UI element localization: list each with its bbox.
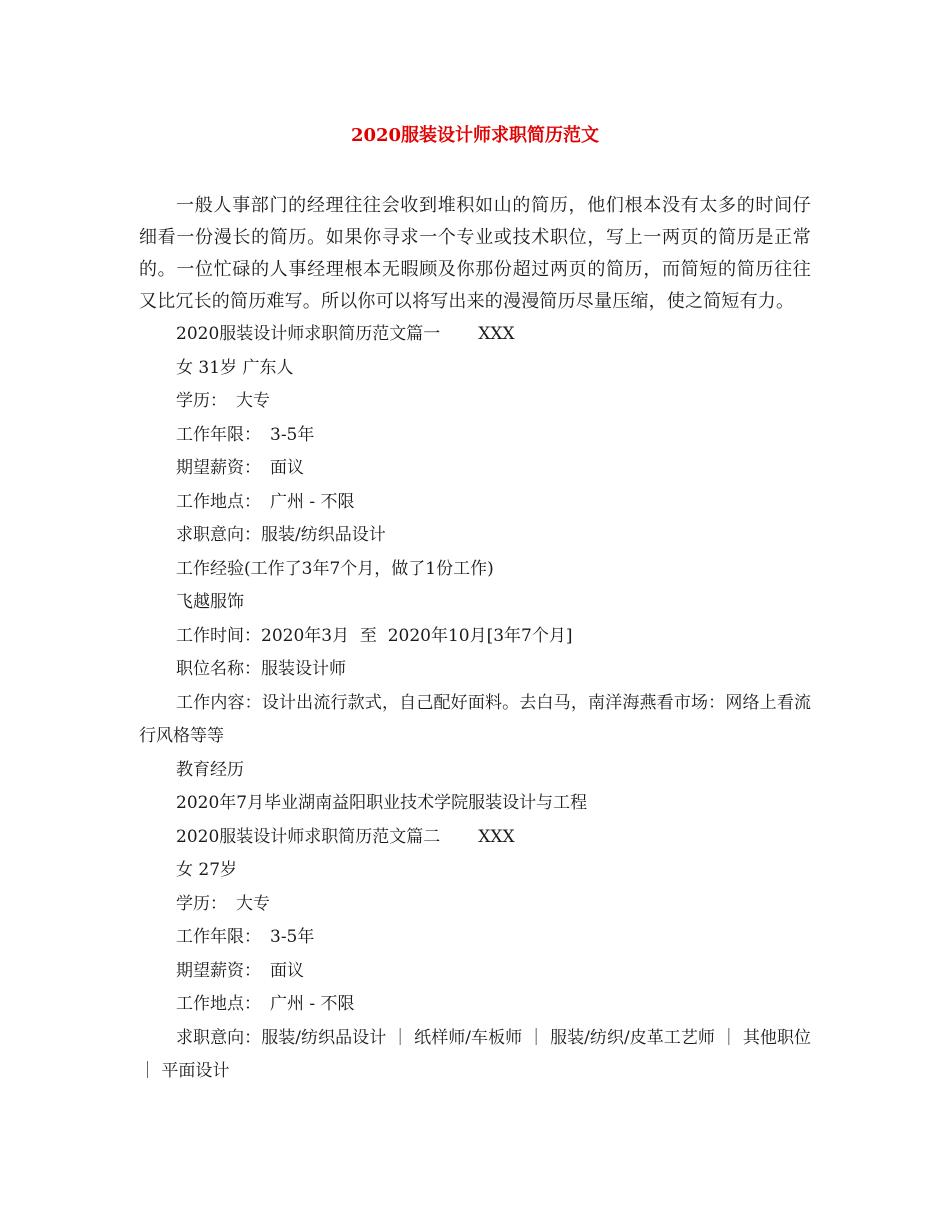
document-title: 2020服装设计师求职简历范文 (350, 125, 600, 146)
resume2-intent (139, 1022, 811, 1089)
resume2-salary-value: 面议 (270, 960, 304, 981)
resume1-basic: 女 31岁 广东人 (176, 357, 294, 378)
resume1-location (139, 486, 811, 520)
resume1-duty (139, 687, 811, 754)
resume2-heading (139, 821, 811, 855)
resume2-education-value: 大专 (236, 893, 270, 914)
resume1-salary (139, 452, 811, 486)
resume1-education-value: 大专 (236, 391, 270, 411)
resume1-period-label: 工作时间： (176, 625, 261, 646)
resume1-years-label: 工作年限： (176, 424, 261, 445)
resume2-years-value: 3-5年 (270, 927, 315, 947)
resume1-years-value: 3-5年 (270, 424, 315, 445)
resume1-duty-label: 工作内容： (176, 692, 262, 713)
resume1-experience-heading: 工作经验(工作了3年7个月，做了1份工作) (176, 558, 494, 579)
resume1-name: XXX (478, 324, 515, 344)
resume1-period-value: 2020年3月 至 2020年10月[3年7个月] (261, 625, 573, 646)
resume1-duty-value: 设计出流行款式，自己配好面料。去白马，南洋海燕看市场：网络上看流行风格等等 (139, 692, 812, 746)
intro-paragraph: 一般人事部门的经理往往会收到堆积如山的简历，他们根本没有太多的时间仔细看一份漫长的简历。如果你寻求一个专业或技术职位，写上一两页的简历是正常的。一位忙碌的人事经理根本无暇顾及你那份超过两页的简历，而简短的简历往往又比冗长的简历难写。所以你可以将写出来的漫漫简历尽量压缩，使之简短有力。 (139, 195, 811, 312)
resume1-position (139, 653, 811, 687)
resume1-heading (139, 318, 811, 352)
resume1-location-label: 工作地点： (176, 491, 261, 512)
resume1-education-label: 学历： (176, 391, 227, 411)
resume1-edu-detail: 2020年7月毕业湖南益阳职业技术学院服装设计与工程 (176, 793, 588, 813)
resume2-education-label: 学历： (176, 893, 227, 914)
resume2-name: XXX (478, 826, 515, 847)
resume1-education (139, 385, 811, 419)
resume1-company: 飞越服饰 (176, 592, 244, 612)
resume2-education (139, 888, 811, 922)
resume1-period (139, 620, 811, 654)
document-body (139, 190, 811, 1089)
resume2-years (139, 921, 811, 955)
resume1-position-value: 服装设计师 (261, 659, 346, 679)
resume2-years-label: 工作年限： (176, 927, 261, 947)
resume2-location-label: 工作地点： (176, 994, 261, 1014)
resume2-intent-value: 服装/纺织品设计 ｜ 纸样师/车板师 ｜ 服装/纺织/皮革工艺师 ｜ 其他职位 ｜ 平面设计 (139, 1027, 811, 1081)
resume2-basic: 女 27岁 (176, 860, 238, 880)
resume2-location (139, 988, 811, 1022)
resume1-heading-text: 2020服装设计师求职简历范文篇一 (176, 324, 441, 344)
resume1-intent-label: 求职意向： (176, 525, 261, 545)
resume2-heading-text: 2020服装设计师求职简历范文篇二 (176, 826, 441, 847)
resume2-salary (139, 955, 811, 989)
resume1-intent (139, 519, 811, 553)
resume1-salary-value: 面议 (270, 458, 304, 478)
resume1-edu-heading: 教育经历 (176, 759, 244, 780)
resume1-intent-value: 服装/纺织品设计 (261, 525, 386, 545)
resume1-salary-label: 期望薪资： (176, 458, 261, 478)
resume1-position-label: 职位名称： (176, 659, 261, 679)
resume2-intent-label: 求职意向： (176, 1027, 262, 1048)
resume1-years (139, 419, 811, 453)
resume1-location-value: 广州 - 不限 (270, 491, 355, 512)
resume2-salary-label: 期望薪资： (176, 960, 261, 981)
resume2-location-value: 广州 - 不限 (270, 994, 355, 1014)
